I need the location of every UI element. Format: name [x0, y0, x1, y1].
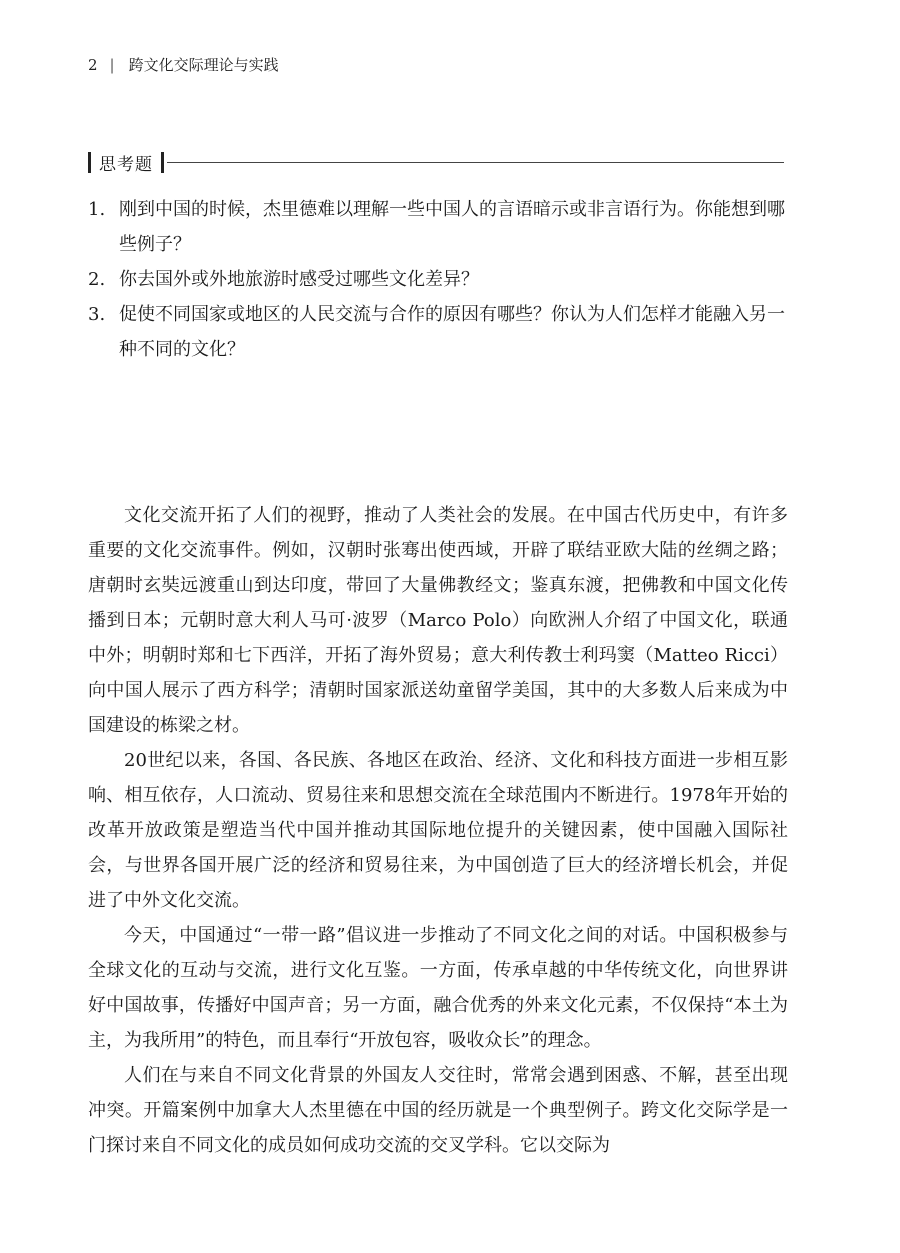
question-number: 1. — [88, 199, 106, 220]
question-item — [88, 192, 788, 262]
body-paragraph: 20世纪以来，各国、各民族、各地区在政治、经济、文化和科技方面进一步相互影响、相互依存，人口流动、贸易往来和思想交流在全球范围内不断进行。1978年开始的改革开放政策是塑造当代中国并推动其国际地位提升的关键因素，使中国融入国际社会，与世界各国开展广泛的经济和贸易往来，为中国创造了巨大的经济增长机会，并促进了中外文化交流。 — [88, 750, 788, 911]
questions-list — [88, 192, 788, 367]
book-title: 跨文化交际理论与实践 — [128, 56, 279, 74]
page-number: 2 — [88, 55, 98, 74]
body-paragraph: 人们在与来自不同文化背景的外国友人交往时，常常会遇到困惑、不解，甚至出现冲突。开篇案例中加拿大人杰里德在中国的经历就是一个典型例子。跨文化交际学是一门探讨来自不同文化的成员如何成功交流的交叉学科。它以交际为 — [88, 1065, 788, 1156]
running-header — [88, 54, 279, 75]
question-text: 促使不同国家或地区的人民交流与合作的原因有哪些？你认为人们怎样才能融入另一种不同的文化？ — [119, 304, 785, 360]
section-bar-left — [88, 152, 91, 173]
question-item — [88, 297, 788, 367]
question-number: 2. — [88, 269, 106, 290]
body-paragraph: 今天，中国通过“一带一路”倡议进一步推动了不同文化之间的对话。中国积极参与全球文化的互动与交流，进行文化互鉴。一方面，传承卓越的中华传统文化，向世界讲好中国故事，传播好中国声音；另一方面，融合优秀的外来文化元素，不仅保持“本土为主，为我所用”的特色，而且奉行“开放包容，吸收众长”的理念。 — [88, 925, 788, 1051]
questions-title: 思考题 — [99, 154, 153, 175]
question-number: 3. — [88, 304, 106, 325]
question-item — [88, 262, 788, 297]
body-text — [88, 498, 788, 1163]
section-bar-right — [161, 152, 164, 173]
section-rule — [167, 162, 784, 163]
header-separator: | — [109, 55, 115, 74]
question-text: 刚到中国的时候，杰里德难以理解一些中国人的言语暗示或非言语行为。你能想到哪些例子？ — [119, 199, 785, 255]
body-paragraph: 文化交流开拓了人们的视野，推动了人类社会的发展。在中国古代历史中，有许多重要的文化交流事件。例如，汉朝时张骞出使西域，开辟了联结亚欧大陆的丝绸之路；唐朝时玄奘远渡重山到达印度，带回了大量佛教经文；鉴真东渡，把佛教和中国文化传播到日本；元朝时意大利人马可·波罗（Marco Polo）向欧洲人介绍了中国文化，联通中外；明朝时郑和七下西洋，开拓了海外贸易；意大利传教士利玛窦（Matteo Ricci）向中国人展示了西方科学；清朝时国家派送幼童留学美国，其中的大多数人后来成为中国建设的栋梁之材。 — [88, 505, 788, 736]
question-text: 你去国外或外地旅游时感受过哪些文化差异？ — [119, 269, 479, 290]
questions-section-header — [88, 149, 784, 175]
